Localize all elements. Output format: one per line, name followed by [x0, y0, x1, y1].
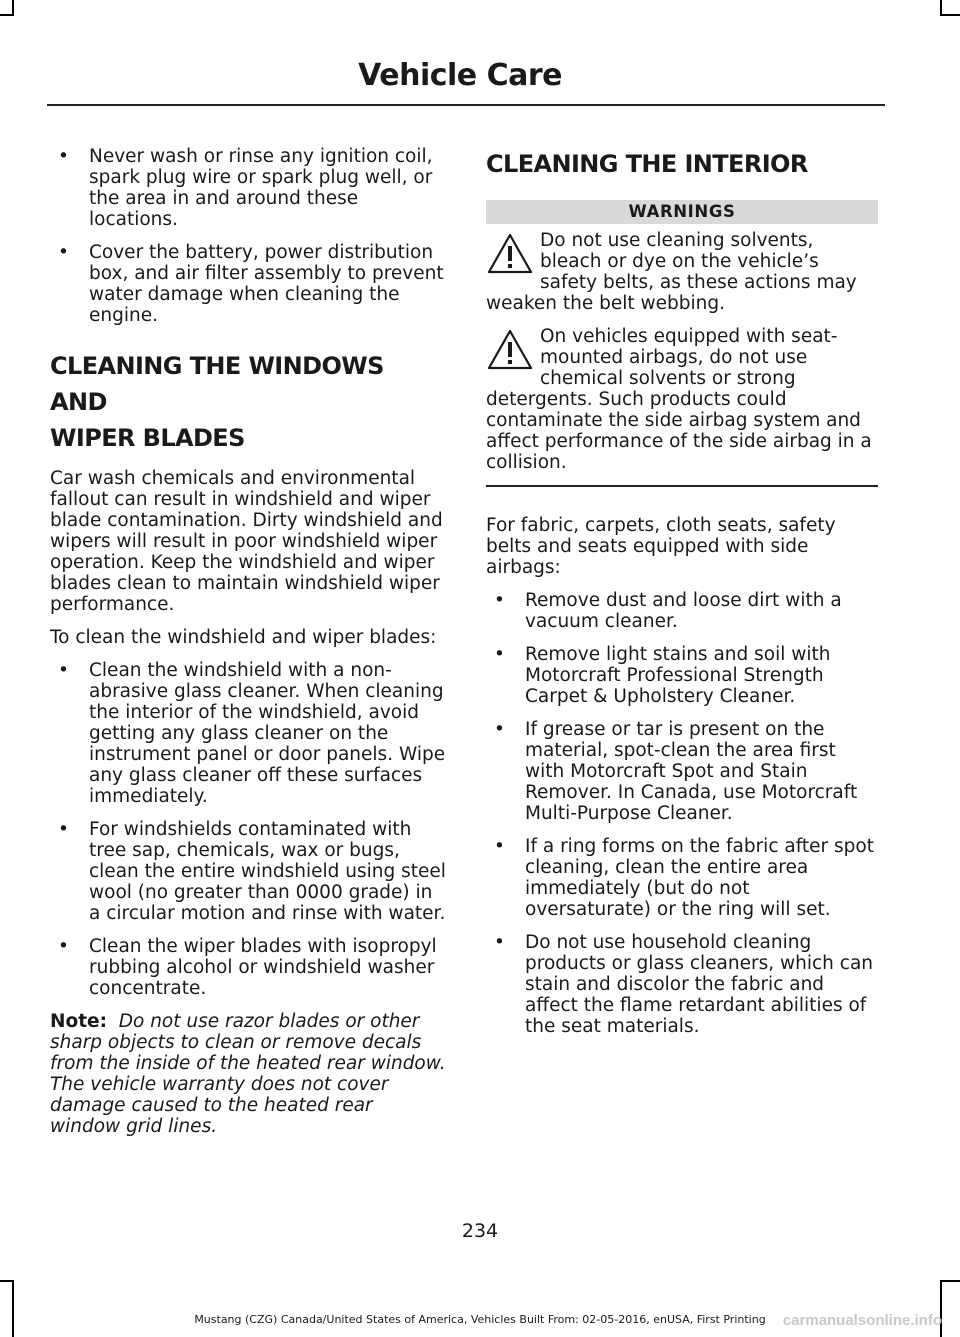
note-text: Do not use razor blades or other sharp objects to clean or remove decals from the inside of the heated rear window. The vehicle warranty does not cover damage caused to the heated rear window grid lines. — [50, 1011, 446, 1137]
bullet-icon: • — [58, 819, 69, 840]
crop-mark-bottom-right-h — [940, 1280, 960, 1282]
warning-text: On vehicles equipped with seat-mounted airbags, do not use chemical solvents or strong detergents. Such products could contaminate the side airbag system and affect performance of the side airbag in a collision. — [486, 326, 872, 473]
paragraph: Car wash chemicals and environmental fallout can result in windshield and wiper blade contamination. Dirty windshield and wipers will result in poor windshield wiper operation. Keep the windshield and wiper blades clean to maintain windshield wiper performance. — [50, 468, 443, 615]
footer-text: Mustang (CZG) Canada/United States of America, Vehicles Built From: 02-05-2016, enUSA, First Printing — [194, 1313, 766, 1326]
crop-mark-top-left-h — [0, 14, 14, 16]
section-heading-windows — [50, 348, 448, 456]
list-item-text: Do not use household cleaning products or glass cleaners, which can stain and discolor the fabric and affect the flame retardant abilities of the seat materials. — [525, 932, 874, 1037]
list-item-text: For windshields contaminated with tree sap, chemicals, wax or bugs, clean the entire windshield using steel wool (no greater than 0000 grade) in a circular motion and rinse with water. — [89, 819, 446, 924]
watermark-logo: carmanualsonline.info — [782, 1312, 942, 1329]
left-column — [50, 146, 448, 1149]
warnings-end-rule — [486, 485, 878, 487]
section-heading-line: WIPER BLADES — [50, 424, 245, 452]
list-item-text: If grease or tar is present on the material, spot-clean the area first with Motorcraft Spot and Stain Remover. In Canada, use Motorcraft Multi-Purpose Cleaner. — [525, 719, 858, 824]
bullet-icon: • — [58, 242, 69, 263]
page-number: 234 — [461, 1220, 499, 1242]
paragraph: For fabric, carpets, cloth seats, safety belts and seats equipped with side airbags: — [486, 515, 836, 578]
list-item — [50, 242, 448, 326]
list-item-text: If a ring forms on the fabric after spot cleaning, clean the entire area immediately (but do not oversaturate) or the ring will set. — [525, 836, 874, 920]
list-item-text: Remove dust and loose dirt with a vacuum cleaner. — [525, 590, 842, 632]
note — [50, 1011, 448, 1137]
section-heading-interior: CLEANING THE INTERIOR — [486, 150, 808, 178]
list-item-text: Never wash or rinse any ignition coil, spark plug wire or spark plug well, or the area in and around these locations. — [89, 146, 433, 230]
list-item — [486, 836, 878, 920]
header-rule — [47, 104, 885, 106]
bullet-icon: • — [58, 146, 69, 167]
warning-triangle-icon — [486, 328, 534, 372]
section-heading-line: CLEANING THE WINDOWS AND — [50, 352, 384, 416]
bullet-icon: • — [58, 660, 69, 681]
crop-mark-bottom-left-h — [0, 1280, 14, 1282]
list-item — [50, 936, 448, 999]
warning-item — [486, 326, 878, 473]
list-item-text: Clean the windshield with a non-abrasive glass cleaner. When cleaning the interior of the windshield, avoid getting any glass cleaner on the instrument panel or door panels. Wipe any glass cleaner off these surfaces immediately. — [89, 660, 446, 807]
bullet-icon: • — [494, 644, 505, 665]
bullet-icon: • — [494, 836, 505, 857]
bullet-icon: • — [494, 590, 505, 611]
list-item — [50, 819, 448, 924]
bullet-icon: • — [58, 936, 69, 957]
crop-mark-top-right-h — [940, 14, 960, 16]
warnings-bar: WARNINGS — [486, 200, 878, 224]
list-item — [50, 146, 448, 230]
list-item — [486, 644, 878, 707]
list-item-text: Remove light stains and soil with Motorcraft Professional Strength Carpet & Upholstery Cleaner. — [525, 644, 831, 707]
page-header-title: Vehicle Care — [358, 58, 562, 93]
paragraph: To clean the windshield and wiper blades: — [50, 627, 437, 648]
bullet-icon: • — [494, 932, 505, 953]
list-item — [486, 590, 878, 632]
list-item-text: Cover the battery, power distribution box, and air filter assembly to prevent water damage when cleaning the engine. — [89, 242, 444, 326]
right-column — [486, 146, 878, 1049]
list-item — [486, 932, 878, 1037]
list-item — [50, 660, 448, 807]
warning-text: Do not use cleaning solvents, bleach or dye on the vehicle’s safety belts, as these actions may weaken the belt webbing. — [486, 230, 857, 314]
warning-triangle-icon — [486, 232, 534, 276]
list-item — [486, 719, 878, 824]
list-item-text: Clean the wiper blades with isopropyl rubbing alcohol or windshield washer concentrate. — [89, 936, 437, 999]
note-label: Note: — [50, 1011, 107, 1032]
bullet-icon: • — [494, 719, 505, 740]
crop-mark-bottom-left — [12, 1280, 14, 1337]
warning-item — [486, 230, 878, 314]
